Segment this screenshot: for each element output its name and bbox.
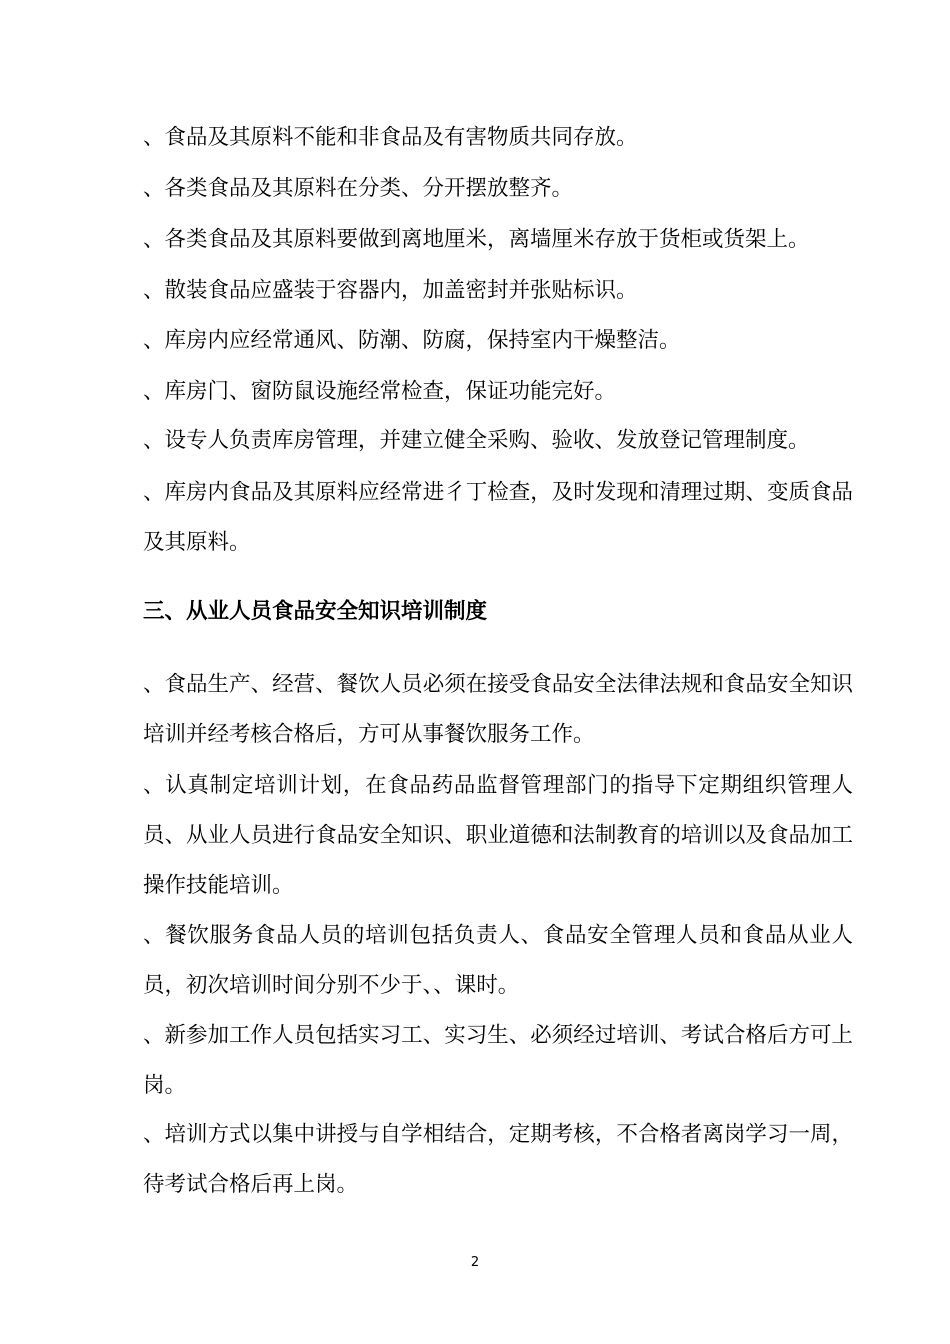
training-rule-4: 、新参加工作人员包括实习工、实习生、必须经过培训、考试合格后方可上岗。 — [143, 1023, 853, 1098]
storage-rule-3: 、各类食品及其原料要做到离地厘米，离墙厘米存放于货柜或货架上。 — [143, 227, 810, 252]
storage-rule-7: 、设专人负责库房管理，并建立健全采购、验收、发放登记管理制度。 — [143, 428, 810, 453]
training-rule-5: 、培训方式以集中讲授与自学相结合，定期考核，不合格者离岗学习一周，待考试合格后再上岗。 — [143, 1122, 853, 1197]
storage-rule-4: 、散装食品应盛装于容器内，加盖密封并张贴标识。 — [143, 278, 638, 303]
training-rule-2: 、认真制定培训计划，在食品药品监督管理部门的指导下定期组织管理人员、从业人员进行食品安全知识、职业道德和法制教育的培训以及食品加工操作技能培训。 — [143, 773, 853, 898]
training-rule-3: 、餐饮服务食品人员的培训包括负责人、食品安全管理人员和食品从业人员，初次培训时间分别不少于、、课时。 — [143, 923, 853, 998]
storage-rule-8: 、库房内食品及其原料应经常进彳丁检查，及时发现和清理过期、变质食品及其原料。 — [143, 480, 853, 555]
storage-rule-5: 、库房内应经常通风、防潮、防腐，保持室内干燥整洁。 — [143, 328, 681, 353]
training-rule-1: 、食品生产、经营、餐饮人员必须在接受食品安全法律法规和食品安全知识培训并经考核合格后，方可从事餐饮服务工作。 — [143, 672, 853, 747]
storage-rule-6: 、库房门、窗防鼠设施经常检查，保证功能完好。 — [143, 379, 617, 404]
page-number: 2 — [470, 1255, 480, 1270]
section-heading: 三、从业人员食品安全知识培训制度 — [143, 599, 488, 624]
storage-rule-2: 、各类食品及其原料在分类、分开摆放整齐。 — [143, 176, 574, 201]
storage-rule-1: 、食品及其原料不能和非食品及有害物质共同存放。 — [143, 125, 638, 150]
